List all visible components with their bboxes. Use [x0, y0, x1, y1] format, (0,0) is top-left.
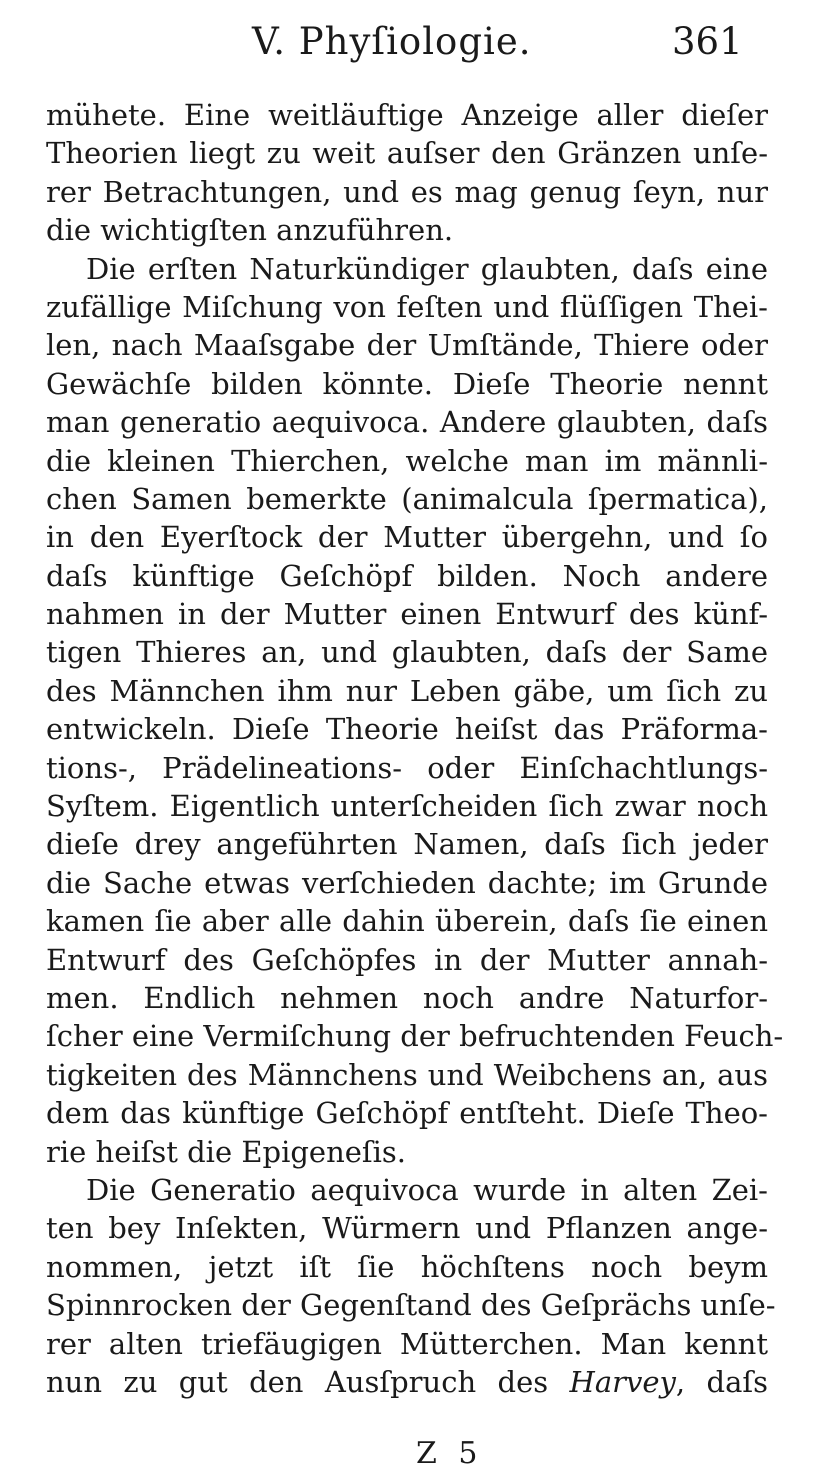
text-line: tions-, Prädelineations- oder Einſchachtlungs-: [46, 750, 768, 785]
text-line: kamen ſie aber alle dahin überein, daſs ſie einen: [46, 904, 768, 939]
text-line: mühete. Eine weitläuftige Anzeige aller dieſer: [46, 98, 768, 132]
text-line: ten bey Inſekten, Würmern und Pflanzen ange-: [46, 1211, 768, 1246]
text-line: die Sache etwas verſchieden dachte; im Grunde: [46, 865, 768, 900]
chapter-title: V. Phyſiologie.: [252, 20, 532, 63]
author-name-harvey: Harvey: [569, 1364, 676, 1399]
page-number: 361: [672, 20, 743, 63]
text-line: rer Betrachtungen, und es mag genug ſeyn, nur: [46, 174, 768, 209]
text-line: daſs künftige Geſchöpf bilden. Noch andere: [46, 558, 768, 593]
final-line-after: , daſs: [675, 1364, 769, 1399]
text-line-final: [46, 1363, 768, 1401]
final-line-before: nun zu gut den Ausſpruch des: [46, 1364, 570, 1399]
text-line: Theorien liegt zu weit auſser den Gränzen unſe-: [46, 136, 768, 171]
text-line: chen Samen bemerkte (animalcula ſpermatica),: [46, 481, 768, 516]
text-line: nommen, jetzt iſt ſie höchſtens noch beym: [46, 1249, 768, 1284]
body-text: [46, 96, 784, 1401]
signature-mark: Z 5: [416, 1436, 484, 1471]
text-line: Die Generatio aequivoca wurde in alten Zei-: [86, 1172, 768, 1207]
text-line: rie heiſst die Epigeneſis.: [46, 1134, 407, 1169]
text-line: man generatio aequivoca. Andere glaubten, daſs: [46, 405, 768, 440]
text-line: Gewächſe bilden könnte. Dieſe Theorie nennt: [46, 366, 768, 401]
text-line: men. Endlich nehmen noch andre Naturfor-: [46, 980, 768, 1015]
text-line: zufällige Miſchung von feſten und flüſſigen Thei-: [46, 289, 768, 324]
text-line: Spinnrocken der Gegenſtand des Geſprächs unſe-: [46, 1288, 776, 1323]
text-line: rer alten triefäugigen Mütterchen. Man kennt: [46, 1326, 768, 1361]
text-line: des Männchen ihm nur Leben gäbe, um ſich zu: [46, 673, 768, 708]
text-line: dem das künftige Geſchöpf entſteht. Dieſe Theo-: [46, 1096, 768, 1131]
text-line: die kleinen Thierchen, welche man im männli-: [46, 443, 768, 478]
text-line: tigen Thieres an, und glaubten, daſs der Same: [46, 635, 768, 670]
text-line: dieſe drey angeführten Namen, daſs ſich jeder: [46, 827, 768, 862]
text-line: len, nach Maaſsgabe der Umſtände, Thiere oder: [46, 328, 768, 363]
running-head: [0, 18, 830, 74]
text-line: Entwurf des Geſchöpfes in der Mutter annah-: [46, 942, 768, 977]
text-line: nahmen in der Mutter einen Entwurf des künf-: [46, 597, 768, 632]
text-line: entwickeln. Dieſe Theorie heiſst das Präforma-: [46, 712, 768, 747]
text-line: Syſtem. Eigentlich unterſcheiden ſich zwar noch: [46, 789, 768, 824]
text-line: tigkeiten des Männchens und Weibchens an, aus: [46, 1057, 768, 1092]
text-line: in den Eyerſtock der Mutter übergehn, und ſo: [46, 520, 768, 555]
text-line: ſcher eine Vermiſchung der befruchtenden Feuch-: [46, 1019, 784, 1054]
text-line: Die erſten Naturkündiger glaubten, daſs eine: [86, 251, 768, 286]
text-line: die wichtigſten anzuführen.: [46, 213, 454, 248]
